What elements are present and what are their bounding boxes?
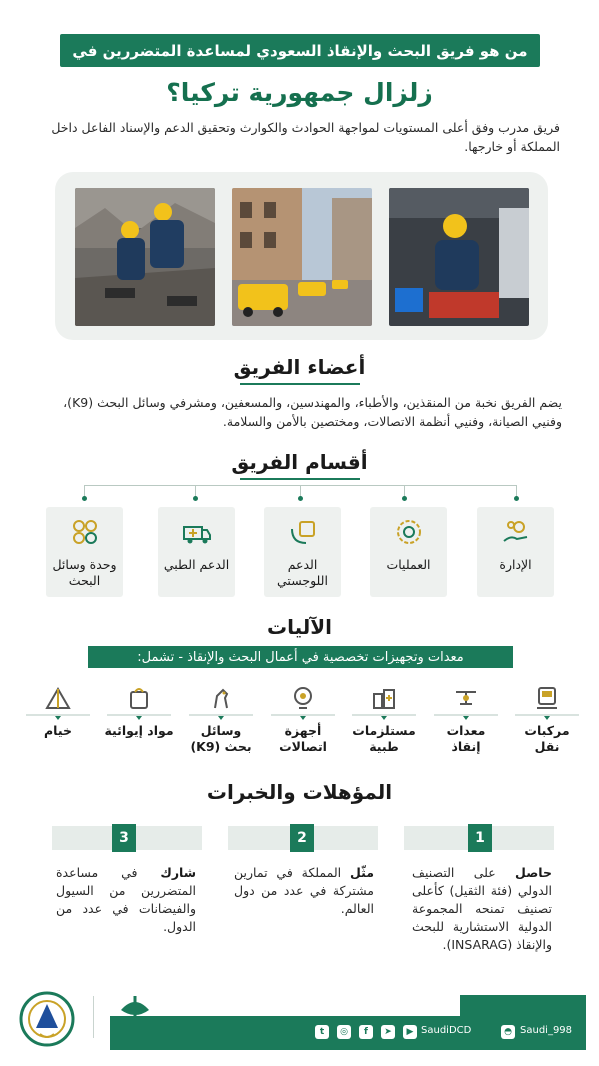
footer-divider [93, 996, 94, 1038]
search-unit-icon [70, 517, 100, 547]
mechanism-tents [23, 684, 93, 739]
ambulance-icon [182, 517, 212, 547]
mechanism-shelter [104, 684, 174, 739]
management-icon [501, 517, 531, 547]
qualification-text: في مساعدة المتضررين من السيول والفيضانات في عدد من الدول. [56, 865, 196, 934]
mechanism-vehicles [512, 684, 582, 755]
division-label: وحدة وسائل البحث [52, 557, 117, 588]
connector-dot [298, 496, 303, 501]
tent-icon [44, 684, 72, 712]
qualification-number: 3 [112, 824, 136, 852]
qualification-number: 2 [290, 824, 314, 852]
mechanism-label: مستلزمات طبية [352, 723, 416, 754]
mechanism-underline [107, 714, 171, 716]
members-title: أعضاء الفريق [233, 355, 366, 379]
rescue-equipment-icon [452, 684, 480, 712]
division-label: الإدارة [499, 557, 532, 572]
convoy-street-photo [232, 188, 372, 326]
telegram-icon[interactable]: ➤ [381, 1025, 395, 1039]
youtube-icon[interactable]: ▶ [403, 1025, 417, 1039]
vehicle-interior-photo [389, 188, 529, 326]
connector-dot [82, 496, 87, 501]
mechanism-underline [271, 714, 335, 716]
title-underline [240, 383, 360, 385]
qualification-lead: شارك [160, 865, 196, 880]
civil-defense-emblem [18, 990, 76, 1048]
mechanism-label: مركبات نقل [524, 723, 570, 754]
mechanism-rescue-equipment [431, 684, 501, 755]
mechanism-label: معدات إنقاذ [446, 723, 486, 754]
header-banner: من هو فريق البحث والإنقاذ السعودي لمساعدة المتضررين في [60, 34, 540, 67]
communications-icon [289, 684, 317, 712]
division-card-logistics [264, 507, 341, 597]
division-label: الدعم اللوجستي [277, 557, 328, 588]
mechanism-label: وسائل بحث (K9) [190, 723, 252, 754]
mechanism-underline [352, 714, 416, 716]
division-label: العمليات [386, 557, 431, 572]
qualification-lead: حاصل [515, 865, 552, 880]
mechanisms-title: الآليات [266, 615, 333, 639]
divisions-title: أقسام الفريق [231, 450, 368, 474]
k9-dog-icon [207, 684, 235, 712]
division-card-operations [370, 507, 447, 597]
qualification-text: المملكة في تمارين مشتركة في عدد من دول العالم. [234, 865, 374, 916]
connector-dot [193, 496, 198, 501]
rescue-rubble-photo [75, 188, 215, 326]
operations-gear-icon [394, 517, 424, 547]
qualifications-section-title [0, 780, 599, 804]
qualification-item-3 [56, 864, 196, 936]
qualification-text: على التصنيف الدولي (فئة الثقيل) كأعلى تصنيف تمنحه المجموعة الدولية الاستشارية للبحث والإنقاذ (INSARAG). [412, 865, 552, 952]
handle-main[interactable]: SaudiDCD [421, 1025, 472, 1036]
mechanism-k9 [186, 684, 256, 755]
division-label: الدعم الطبي [163, 557, 230, 572]
qualification-number: 1 [468, 824, 492, 852]
connector-dot [514, 496, 519, 501]
medical-supplies-icon [370, 684, 398, 712]
qualifications-title: المؤهلات والخبرات [206, 780, 393, 804]
mechanism-underline [434, 714, 498, 716]
mechanism-label: أجهزة اتصالات [279, 723, 327, 754]
vehicle-icon [533, 684, 561, 712]
mechanism-underline [515, 714, 579, 716]
mechanism-underline [26, 714, 90, 716]
page-title: زلزال جمهورية تركيا؟ [166, 78, 433, 107]
handle-snapchat[interactable]: Saudi_998 [520, 1025, 573, 1036]
twitter-icon[interactable]: t [315, 1025, 329, 1039]
mechanism-label: خيام [44, 723, 72, 738]
mechanisms-subtitle-bar: معدات وتجهيزات تخصصية في أعمال البحث والإنقاذ - تشمل: [88, 646, 513, 668]
photo-panel [55, 172, 548, 340]
division-card-medical [158, 507, 235, 597]
connector-dot [402, 496, 407, 501]
intro-text: فريق مدرب وفق أعلى المستويات لمواجهة الحوادث والكوارث وتحقيق الدعم والإسناد الفاعل داخل المملكة أو خارجها. [51, 120, 560, 154]
shelter-materials-icon [125, 684, 153, 712]
divisions-section-title [0, 450, 599, 480]
members-text: يضم الفريق نخبة من المنقذين، والأطباء، والمهندسين، والمسعفين، ومشرفي وسائل البحث (K9)، وفنيي الصيانة، وفنيي أنظمة الاتصالات، ومختصين بالأمن والسلامة. [63, 395, 562, 429]
qualification-item-1 [412, 864, 552, 954]
qualification-lead: مثّل [349, 865, 374, 880]
facebook-icon[interactable]: f [359, 1025, 373, 1039]
division-card-management [477, 507, 554, 597]
snapchat-icon[interactable]: ◓ [501, 1025, 515, 1039]
qualification-item-2 [234, 864, 374, 918]
mechanism-label: مواد إيوائية [104, 723, 174, 738]
mechanism-medical-supplies [349, 684, 419, 755]
division-card-search-unit [46, 507, 123, 597]
instagram-icon[interactable]: ◎ [337, 1025, 351, 1039]
mechanism-underline [189, 714, 253, 716]
members-section-title [0, 355, 599, 385]
mechanisms-section-title [0, 615, 599, 639]
logistics-support-icon [288, 517, 318, 547]
mechanism-communications [268, 684, 338, 755]
title-underline [240, 478, 360, 480]
